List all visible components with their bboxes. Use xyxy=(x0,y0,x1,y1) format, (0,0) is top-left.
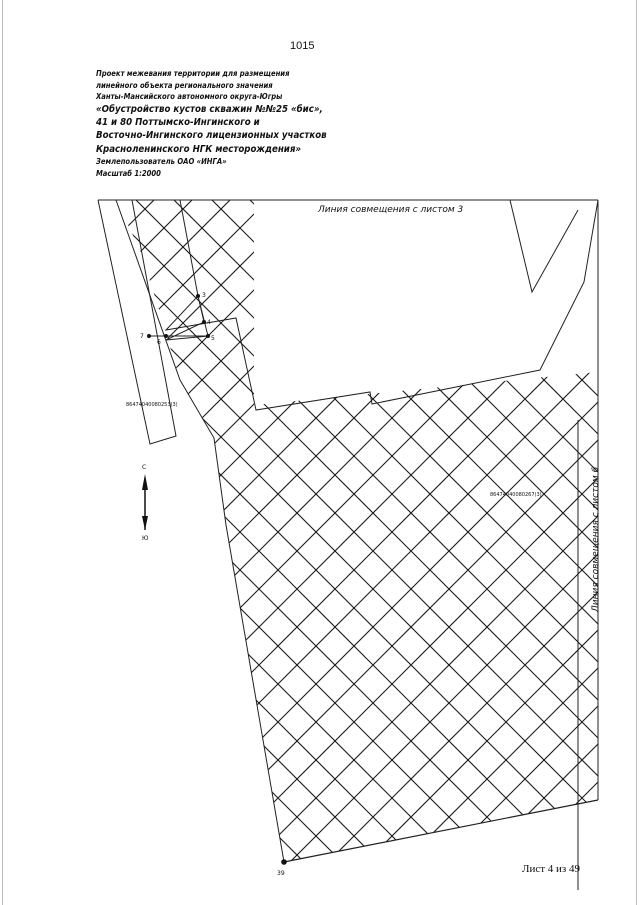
point-3 xyxy=(196,294,200,298)
point-39 xyxy=(281,859,287,865)
hatch-line xyxy=(0,0,157,905)
hatch-line xyxy=(0,0,5,905)
hatch-line xyxy=(513,0,640,905)
point-6 xyxy=(164,334,168,338)
title-line: Ханты-Мансийского автономного округа-Югры xyxy=(96,92,283,101)
title-line: 41 и 80 Поттымско-Ингинского и xyxy=(96,116,260,128)
inner-line xyxy=(510,200,578,292)
hatch-line xyxy=(0,0,126,905)
point-label-5: 5 xyxy=(211,335,215,342)
hatch-line xyxy=(0,0,202,905)
hatch-line xyxy=(551,0,640,905)
hatch-line xyxy=(627,0,640,905)
hatch-line xyxy=(0,0,12,905)
match-line-top-label: Линия совмещения с листом 3 xyxy=(318,205,464,215)
title-line: Восточно-Ингинского лицензионных участков xyxy=(96,130,327,142)
hatch-line xyxy=(0,0,119,905)
corridor-boundary xyxy=(116,200,284,862)
hatch-line xyxy=(247,0,640,905)
title-line: Проект межевания территории для размещения xyxy=(96,69,290,78)
point-5 xyxy=(206,334,210,338)
hatch-line xyxy=(0,0,233,905)
point-label-7: 7 xyxy=(140,333,144,340)
title-line: Землепользователь ОАО «ИНГА» xyxy=(96,157,227,167)
hatch-line xyxy=(0,0,240,905)
hatch-line xyxy=(0,0,271,905)
point-label-6: 6 xyxy=(157,339,161,346)
pad-boundary xyxy=(166,200,598,410)
parcel-label-left: 86474040080253(3) xyxy=(126,402,178,408)
title-line: «Обустройство кустов скважин №№25 «бис», xyxy=(96,103,323,115)
title-line: Масштаб 1:2000 xyxy=(96,168,161,178)
south-label: Ю xyxy=(142,535,149,542)
point-label-3: 3 xyxy=(202,292,206,299)
point-4 xyxy=(202,320,206,324)
north-label: С xyxy=(142,464,147,471)
hatch-line xyxy=(0,0,195,905)
point-label-4: 4 xyxy=(207,319,211,326)
hatch-line xyxy=(475,0,640,905)
sheet-number: Лист 4 из 49 xyxy=(522,863,581,875)
hatch-line xyxy=(0,0,50,905)
north-arrow-icon xyxy=(142,464,149,542)
hatch-line xyxy=(209,0,640,905)
page-number: 1015 xyxy=(290,40,315,52)
hatch-line xyxy=(437,0,640,905)
hatch-line xyxy=(0,0,309,905)
title-line: Красноленинского НГК месторождения» xyxy=(96,143,301,155)
hatch-line xyxy=(0,0,88,905)
hatch-line xyxy=(589,0,640,905)
hatch-line xyxy=(285,0,640,905)
hatch-line xyxy=(399,0,640,905)
hatch-line xyxy=(95,0,640,905)
point-label-39: 39 xyxy=(277,870,285,877)
survey-points xyxy=(147,294,287,865)
match-line-right-label: Линия совмещения с листом 6 xyxy=(591,466,601,612)
hatch-line xyxy=(620,0,640,905)
point-7 xyxy=(147,334,151,338)
title-line: линейного объекта регионального значения xyxy=(96,80,273,90)
hatch-line xyxy=(171,0,640,905)
hatch-line xyxy=(0,0,43,905)
parcel-label-right: 86474040080267(3) xyxy=(490,492,542,498)
hatch-line xyxy=(323,0,640,905)
hatch-line xyxy=(0,0,164,905)
hatch-line xyxy=(133,0,640,905)
hatch-line xyxy=(0,0,81,905)
